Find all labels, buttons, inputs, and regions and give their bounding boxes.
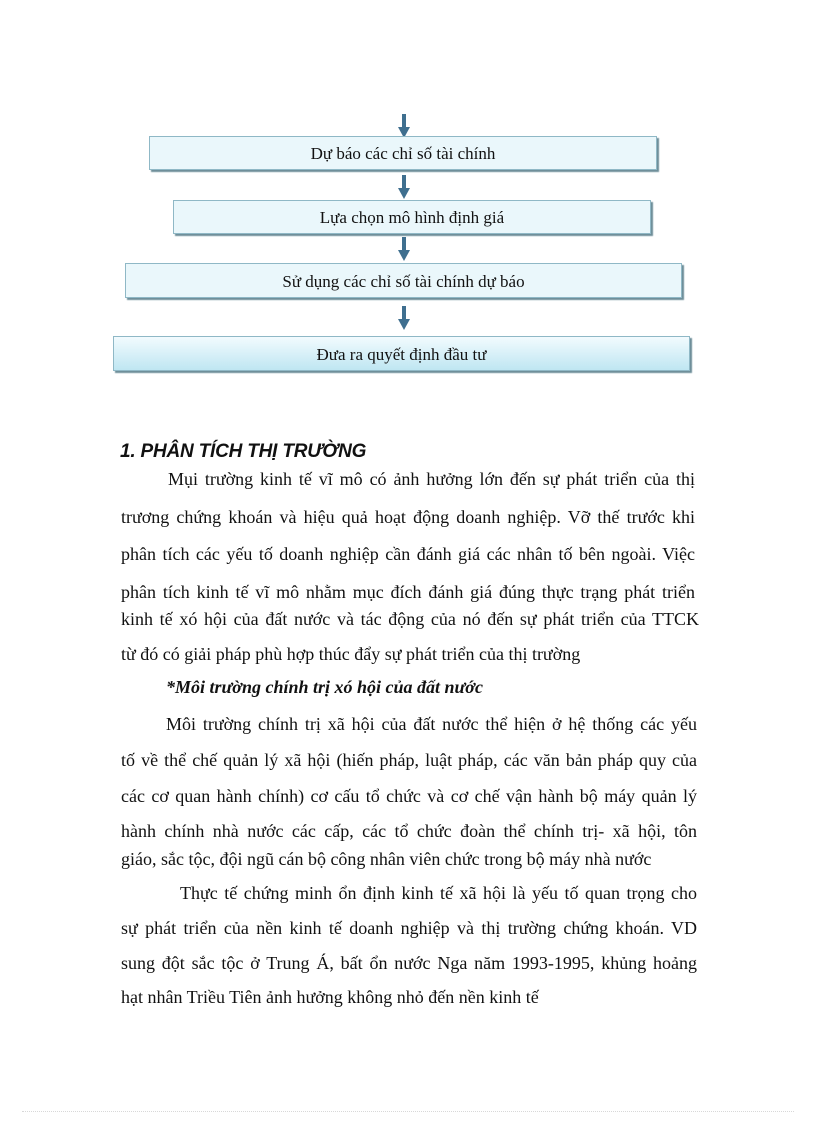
paragraph-line: sung đột sắc tộc ở Trung Á, bất ổn nước Nga năm 1993-1995, khủng hoảng [121, 953, 697, 973]
page-bottom-rule [22, 1111, 794, 1112]
paragraph-line: giáo, sắc tộc, đội ngũ cán bộ công nhân viên chức trong bộ máy nhà nước [121, 849, 652, 869]
down-arrow-icon [398, 306, 410, 330]
subsection-heading: *Môi trường chính trị xó hội của đất nước [166, 677, 483, 697]
paragraph-line: Môi trường chính trị xã hội của đất nước thể hiện ở hệ thống các yếu [166, 714, 697, 734]
flowchart-step-investment-decision: Đưa ra quyết định đầu tư [113, 336, 690, 371]
paragraph-line: Thực tế chứng minh ổn định kinh tế xã hội là yếu tố quan trọng cho [180, 883, 697, 903]
paragraph-line: các cơ quan hành chính) cơ cấu tổ chức và cơ chế vận hành bộ máy quản lý [121, 786, 697, 806]
paragraph-line: kinh tế xó hội của đất nước và tác động của nó đến sự phát triển của TTCK [121, 609, 699, 629]
paragraph-line: hạt nhân Triều Tiên ảnh hưởng không nhỏ đến nền kinh tế [121, 987, 539, 1007]
down-arrow-icon [398, 237, 410, 261]
paragraph-line: sự phát triển của nền kinh tế doanh nghiệp và thị trường chứng khoán. VD [121, 918, 697, 938]
flowchart-step-use-forecast: Sử dụng các chỉ số tài chính dự báo [125, 263, 682, 298]
flowchart-step-valuation-model: Lựa chọn mô hình định giá [173, 200, 651, 234]
paragraph-line: phân tích các yếu tố doanh nghiệp cần đánh giá các nhân tố bên ngoài. Việc [121, 544, 695, 564]
section-heading: 1. PHÂN TÍCH THỊ TRƯỜNG [120, 441, 367, 462]
paragraph-line: hành chính nhà nước các cấp, các tổ chức đoàn thể chính trị- xã hội, tôn [121, 821, 697, 841]
paragraph-line: trương chứng khoán và hiệu quả hoạt động doanh nghiệp. Vỡ thế trước khi [121, 507, 695, 527]
down-arrow-icon [398, 175, 410, 199]
paragraph-line: Mụi trường kinh tế vĩ mô có ảnh hưởng lớn đến sự phát triển của thị [168, 469, 695, 489]
paragraph-line: phân tích kinh tế vĩ mô nhằm mục đích đánh giá đúng thực trạng phát triển [121, 582, 695, 602]
paragraph-line: từ đó có giải pháp phù hợp thúc đẩy sự phát triển của thị trường [121, 644, 581, 664]
flowchart-step-forecast: Dự báo các chỉ số tài chính [149, 136, 657, 170]
paragraph-line: tố về thể chế quản lý xã hội (hiến pháp, luật pháp, các văn bản pháp quy của [121, 750, 697, 770]
down-arrow-icon [398, 114, 410, 138]
